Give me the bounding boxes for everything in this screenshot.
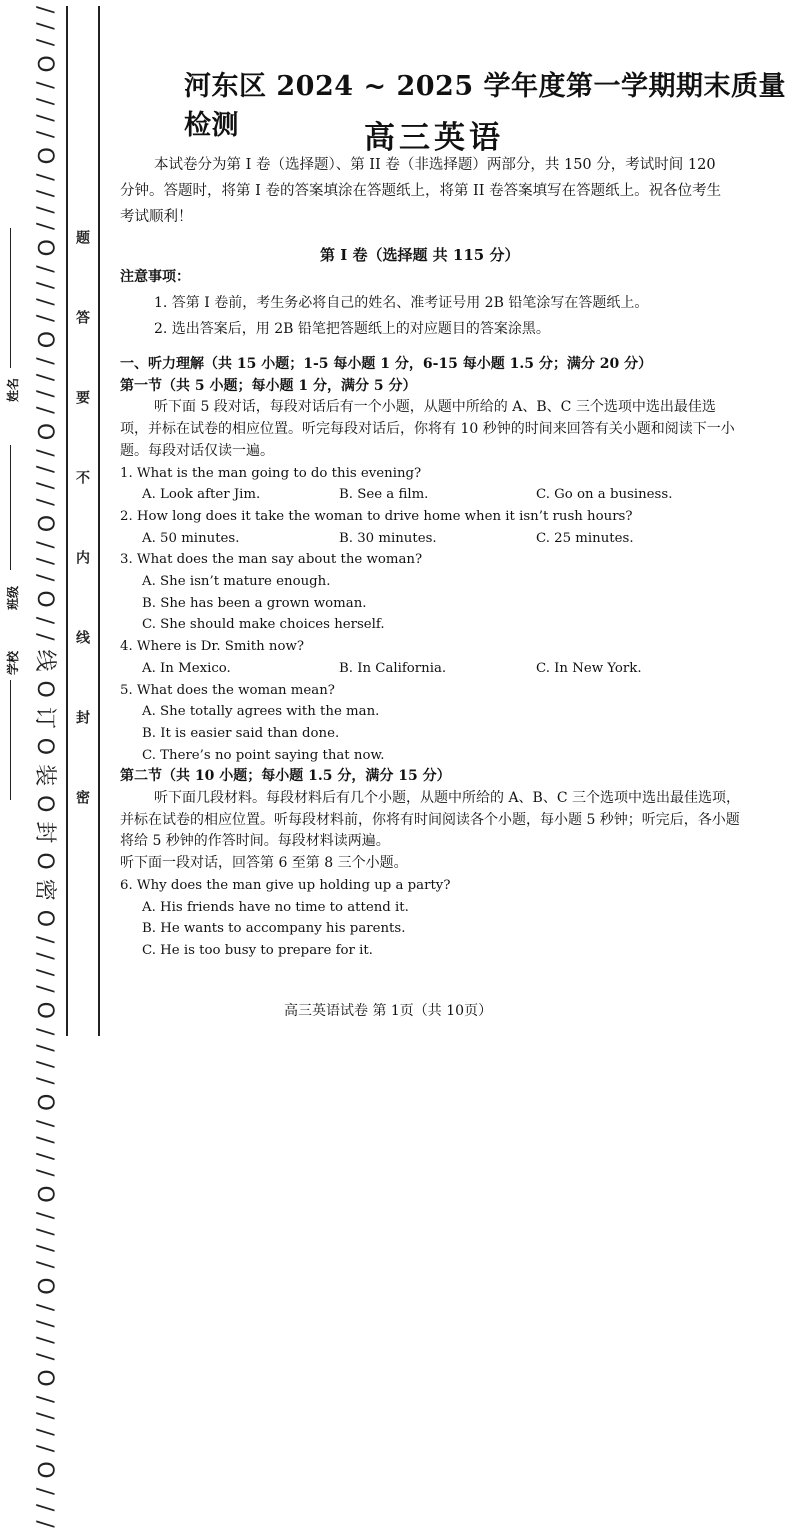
- option-b[interactable]: B. See a film.: [339, 487, 429, 503]
- question-1: [120, 463, 742, 506]
- question-3: [120, 549, 742, 636]
- option-a[interactable]: A. In Mexico.: [142, 660, 231, 676]
- option-b[interactable]: B. 30 minutes.: [339, 530, 437, 546]
- question-5: [120, 680, 742, 767]
- notes-title: 注意事项：: [120, 269, 190, 285]
- section1-instructions: 听下面 5 段对话，每段对话后有一个小题，从题中所给的 A、B、C 三个选项中选出最佳选项，并标在试卷的相应位置。听完每段对话后，你将有 10 秒钟的时间来回答有关小题和阅读下一小题。每段对话仅读一遍。: [120, 399, 735, 459]
- option-row: [120, 658, 742, 680]
- note-item: 1. 答第 I 卷前，考生务必将自己的姓名、准考证号用 2B 铅笔涂写在答题纸上。: [154, 295, 649, 311]
- section1-heading: 第一节（共 5 小题；每小题 1 分，满分 5 分）: [120, 377, 417, 394]
- listening-section: [120, 354, 742, 962]
- subject-title: 高三英语: [364, 120, 504, 156]
- margin-line-right: [98, 6, 100, 1036]
- question-4: [120, 636, 742, 679]
- option-c[interactable]: C. There’s no point saying that now.: [142, 747, 385, 763]
- margin-warning-column: [72, 230, 94, 870]
- option-a[interactable]: A. 50 minutes.: [142, 530, 240, 546]
- option-row: [120, 528, 742, 550]
- question-stem: 2. How long does it take the woman to drive home when it isn’t rush hours?: [120, 508, 633, 524]
- school-label: 学校: [6, 650, 20, 675]
- option-c[interactable]: C. She should make choices herself.: [142, 617, 385, 633]
- part1-heading: 第 I 卷（选择题 共 115 分）: [320, 246, 520, 264]
- option-a[interactable]: A. Look after Jim.: [142, 487, 261, 503]
- option-row: [120, 484, 742, 506]
- margin-char: 答: [74, 310, 90, 324]
- name-label: 姓名: [6, 377, 20, 402]
- question-2: [120, 506, 742, 549]
- section2-lead: 听下面一段对话，回答第 6 至第 8 三个小题。: [120, 855, 408, 872]
- option-a[interactable]: A. She isn’t mature enough.: [142, 574, 331, 590]
- note-item: 2. 选出答案后，用 2B 铅笔把答题纸上的对应题目的答案涂黑。: [154, 321, 550, 337]
- binding-pattern: / / / O / / / / O / / / / O / / / / O / / / / O / / / / O / / / O / / 线 O 订 O 装 O 封 O 密 O / / / / O / / / / O / / / / O / / / / O / / / / O / / / / O / / /: [32, 6, 57, 1529]
- option-b[interactable]: B. He wants to accompany his parents.: [142, 921, 406, 937]
- notes-block: [120, 264, 740, 342]
- section2-heading: 第二节（共 10 小题；每小题 1.5 分，满分 15 分）: [120, 768, 451, 785]
- margin-char: 密: [74, 790, 90, 804]
- question-stem: 4. Where is Dr. Smith now?: [120, 639, 304, 655]
- school-blank[interactable]: [10, 680, 11, 800]
- option-a[interactable]: A. She totally agrees with the man.: [142, 704, 380, 720]
- margin-char: 线: [74, 630, 90, 644]
- question-stem: 3. What does the man say about the woman?: [120, 552, 423, 568]
- question-stem: 6. Why does the man give up holding up a party?: [120, 877, 451, 893]
- margin-char: 不: [74, 470, 90, 484]
- name-blank[interactable]: [10, 228, 11, 368]
- class-label: 班级: [6, 585, 20, 610]
- option-c[interactable]: C. Go on a business.: [536, 487, 673, 503]
- listening-heading: 一、听力理解（共 15 小题；1-5 每小题 1 分，6-15 每小题 1.5 分；满分 20 分）: [120, 356, 653, 372]
- option-b[interactable]: B. It is easier said than done.: [142, 725, 340, 741]
- margin-char: 内: [74, 550, 90, 564]
- question-6: [120, 875, 742, 962]
- option-c[interactable]: C. 25 minutes.: [536, 530, 634, 546]
- intro-paragraph: 本试卷分为第 I 卷（选择题）、第 II 卷（非选择题）两部分，共 150 分，考试时间 120 分钟。答题时，将第 I 卷的答案填涂在答题纸上，将第 II 卷答案填写在答题纸上。祝各位考生考试顺利！: [120, 157, 722, 225]
- binding-margin: [30, 6, 70, 1529]
- option-a[interactable]: A. His friends have no time to attend it.: [142, 899, 409, 915]
- question-stem: 5. What does the woman mean?: [120, 682, 335, 698]
- page-footer: 高三英语试卷 第 1页（共 10页）: [284, 1003, 493, 1019]
- option-b[interactable]: B. She has been a grown woman.: [142, 595, 367, 611]
- section2-instructions: 听下面几段材料。每段材料后有几个小题，从题中所给的 A、B、C 三个选项中选出最佳选项，并标在试卷的相应位置。听每段材料前，你将有时间阅读各个小题，每小题 5 秒钟；听完后，各小题将给 5 秒钟的作答时间。每段材料读两遍。: [120, 790, 741, 850]
- margin-char: 题: [74, 230, 90, 244]
- exam-title: 河东区 2024 ~ 2025 学年度第一学期期末质量检测: [184, 71, 787, 141]
- margin-char: 要: [74, 390, 90, 404]
- question-stem: 1. What is the man going to do this evening?: [120, 465, 422, 481]
- intro-text: [120, 152, 730, 230]
- option-b[interactable]: B. In California.: [339, 660, 447, 676]
- margin-char: 封: [74, 710, 90, 724]
- class-blank[interactable]: [10, 445, 11, 570]
- margin-line-left: [66, 6, 68, 1036]
- option-c[interactable]: C. He is too busy to prepare for it.: [142, 942, 373, 958]
- option-c[interactable]: C. In New York.: [536, 660, 642, 676]
